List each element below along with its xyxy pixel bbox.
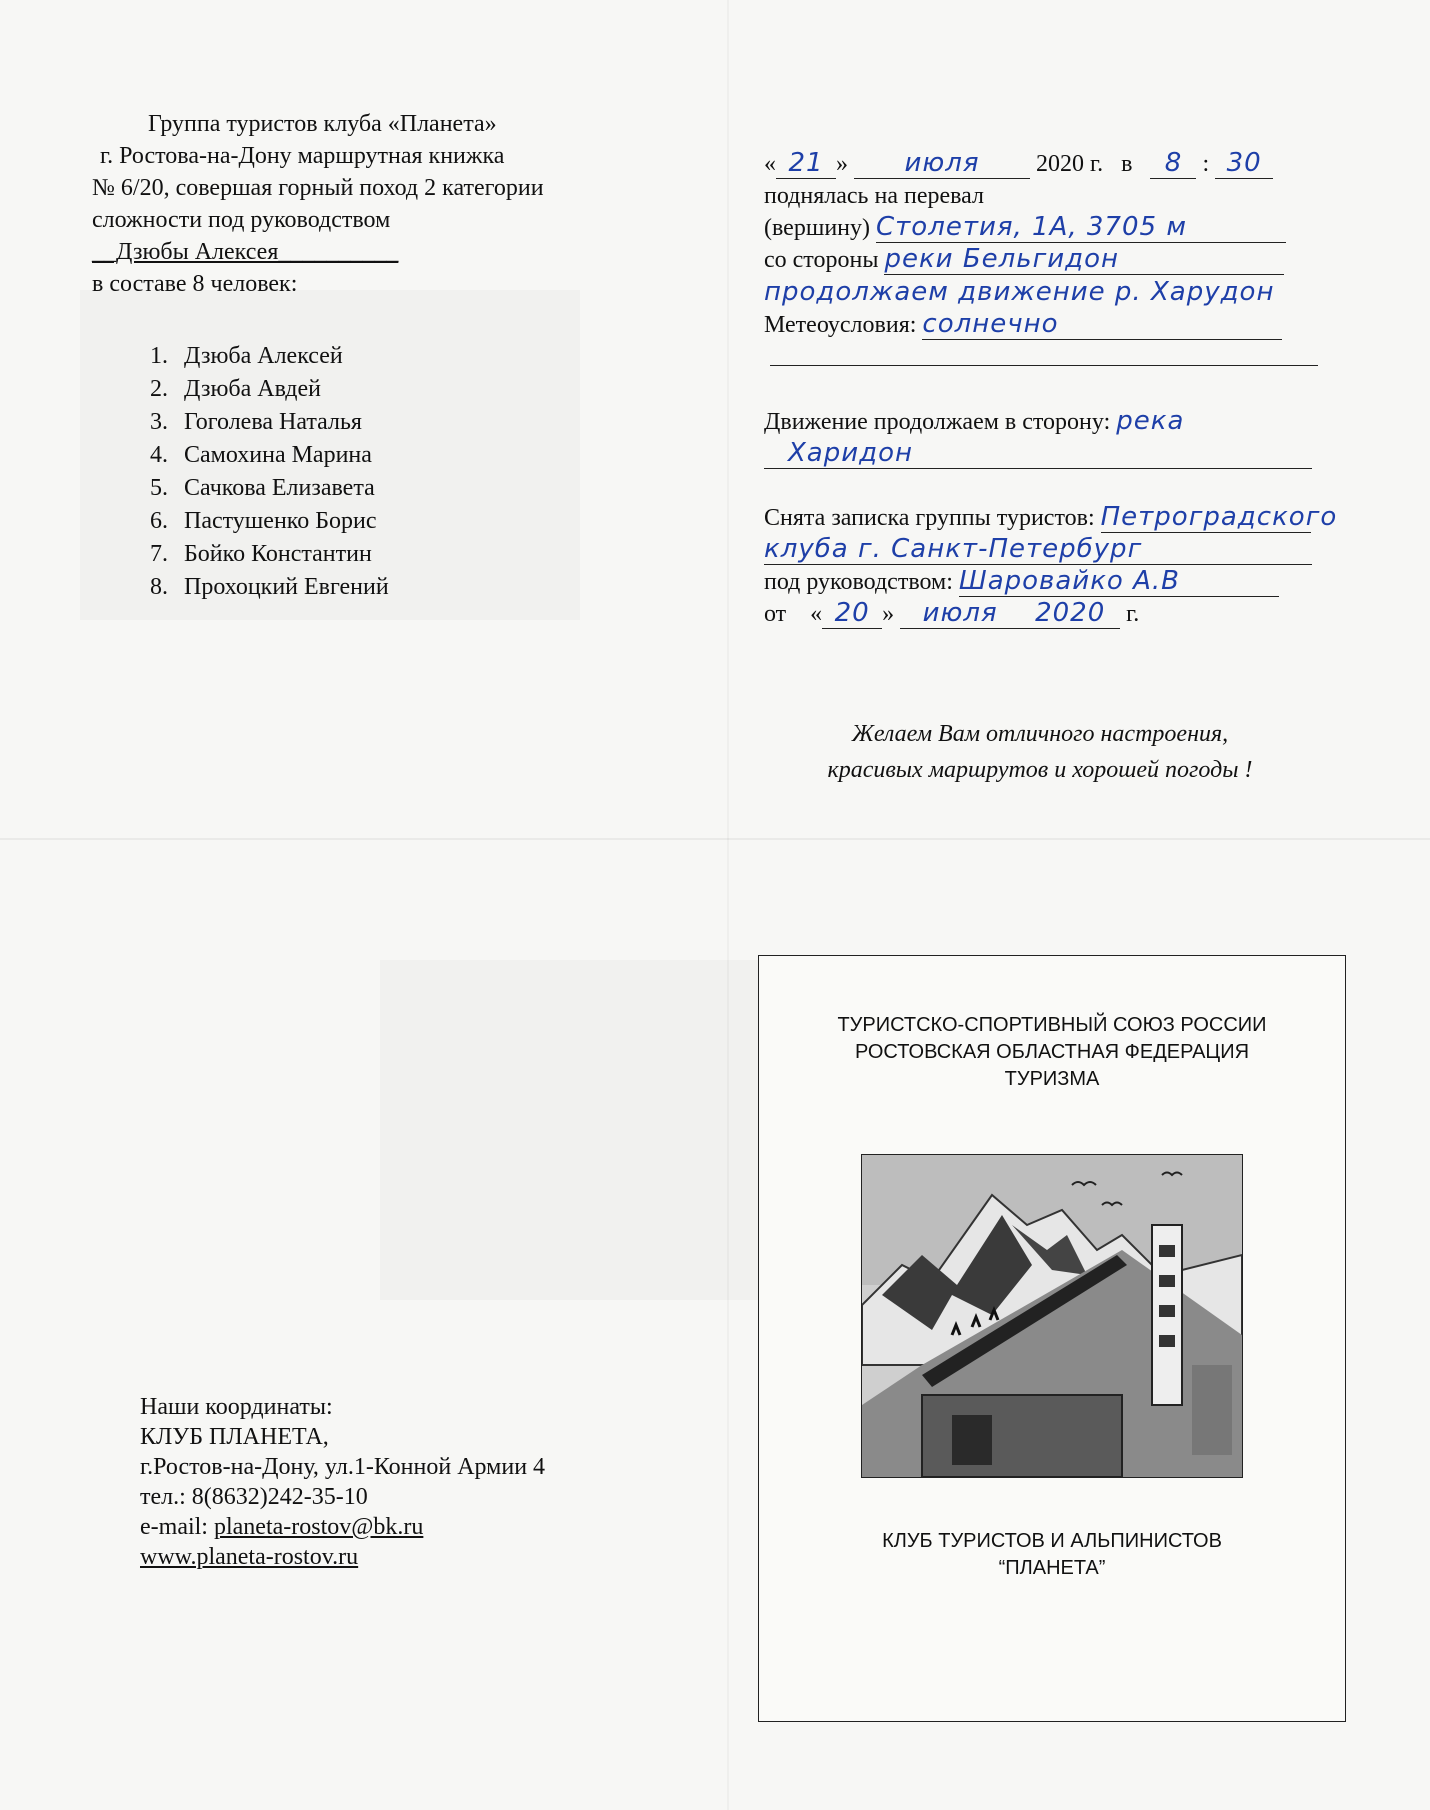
direction-label: Движение продолжаем в сторону: xyxy=(764,409,1111,435)
direction-row xyxy=(764,405,1324,438)
group-line: в составе 8 человек: xyxy=(92,271,298,297)
date-row xyxy=(764,148,1324,180)
cover-line: ТУРИСТСКО-СПОРТИВНЫЙ СОЮЗ РОССИИ xyxy=(837,1014,1267,1036)
booklet-cover xyxy=(758,955,1346,1722)
member-name: Пастушенко Борис xyxy=(184,508,377,534)
peak-row xyxy=(764,212,1324,244)
weather-label: Метеоусловия: xyxy=(764,312,917,338)
email-label: e-mail: xyxy=(140,1514,214,1540)
note-row-continued xyxy=(764,534,1324,566)
club-name: КЛУБ ПЛАНЕТА, xyxy=(140,1424,329,1450)
day-field: 21 xyxy=(776,148,836,179)
side-row-continued xyxy=(764,276,1324,309)
direction-row-continued xyxy=(764,438,1324,470)
list-item xyxy=(124,472,389,505)
bleed-through-shadow xyxy=(380,960,760,1300)
note-month-field: июля xyxy=(900,598,1020,629)
weather-field: солнечно xyxy=(922,309,1282,340)
group-line: г. Ростова-на-Дону маршрутная книжка xyxy=(100,143,505,169)
quote-mark: » xyxy=(882,601,895,627)
website-link[interactable]: www.planeta-rostov.ru xyxy=(140,1544,359,1570)
group-line: № 6/20, совершая горный поход 2 категории xyxy=(92,175,544,201)
quote-mark: « xyxy=(764,151,776,177)
note-label: Снята записка группы туристов: xyxy=(764,505,1095,531)
hour-field: 8 xyxy=(1150,148,1196,179)
member-name: Дзюба Алексей xyxy=(184,343,343,369)
wish-text xyxy=(760,716,1320,788)
club-email-row xyxy=(140,1512,545,1542)
cover-line: РОСТОВСКАЯ ОБЛАСТНАЯ ФЕДЕРАЦИЯ xyxy=(854,1041,1250,1063)
wish-line: красивых маршрутов и хорошей погоды ! xyxy=(827,757,1253,783)
leader-name: __Дзюбы Алексея__________ xyxy=(92,239,399,265)
list-item xyxy=(124,406,389,439)
note-row xyxy=(764,502,1338,534)
minute-field: 30 xyxy=(1215,148,1273,179)
list-item xyxy=(124,538,389,571)
direction-field-continued: Харидон xyxy=(764,438,1312,469)
peak-label: (вершину) xyxy=(764,215,870,241)
group-line: сложности под руководством xyxy=(92,207,391,233)
note-leader-label: под руководством: xyxy=(764,569,953,595)
side-field: реки Бельгидон xyxy=(884,244,1284,275)
side-field-continued: продолжаем движение р. Харудон xyxy=(764,277,1275,307)
quote-mark: » xyxy=(836,151,848,177)
note-leader-field: Шаровайко А.В xyxy=(959,566,1279,597)
cover-line: КЛУБ ТУРИСТОВ И АЛЬПИНИСТОВ xyxy=(882,1530,1222,1552)
note-field: Петроградского xyxy=(1100,502,1338,532)
club-address: г.Ростов-на-Дону, ул.1-Конной Армии 4 xyxy=(140,1454,546,1480)
peak-field: Столетия, 1А, 3705 м xyxy=(876,212,1286,243)
form-label: поднялась на перевал xyxy=(764,183,984,209)
club-title xyxy=(759,1528,1345,1582)
federation-header xyxy=(759,1012,1345,1093)
group-line: Группа туристов клуба «Планета» xyxy=(148,111,497,137)
blank-line-row xyxy=(764,341,1324,373)
note-date-row xyxy=(764,598,1324,630)
email-link[interactable]: planeta-rostov@bk.ru xyxy=(213,1514,424,1540)
member-number: 2. xyxy=(150,376,168,402)
pass-form xyxy=(764,148,1338,630)
member-number: 3. xyxy=(150,409,168,435)
list-item xyxy=(124,439,389,472)
mountain-club-illustration xyxy=(861,1154,1243,1478)
member-name: Дзюба Авдей xyxy=(184,376,322,402)
member-number: 4. xyxy=(150,442,168,468)
member-name: Гоголева Наталья xyxy=(184,409,362,435)
contacts-title: Наши координаты: xyxy=(140,1394,333,1420)
group-info xyxy=(92,108,672,300)
direction-field: река xyxy=(1116,406,1185,436)
list-item xyxy=(124,340,389,373)
month-field: июля xyxy=(854,148,1030,179)
list-item xyxy=(124,373,389,406)
blank-line xyxy=(770,365,1318,366)
fold-line xyxy=(727,0,729,1810)
note-day-field: 20 xyxy=(822,598,882,629)
year-label: 2020 г. xyxy=(1036,151,1104,177)
member-number: 6. xyxy=(150,508,168,534)
note-year-field: 2020 xyxy=(1020,598,1120,629)
weather-row xyxy=(764,309,1324,341)
list-item xyxy=(124,505,389,538)
club-phone: тел.: 8(8632)242-35-10 xyxy=(140,1484,368,1510)
note-field-continued: клуба г. Санкт-Петербург xyxy=(764,534,1312,565)
wish-line: Желаем Вам отличного настроения, xyxy=(851,721,1229,747)
side-row xyxy=(764,244,1324,276)
list-item xyxy=(124,571,389,604)
member-name: Бойко Константин xyxy=(184,541,372,567)
side-label: со стороны xyxy=(764,247,879,273)
note-leader-row xyxy=(764,566,1324,598)
cover-line: “ПЛАНЕТА” xyxy=(998,1557,1106,1579)
mountain-illustration-svg xyxy=(862,1155,1242,1477)
fold-line xyxy=(0,838,1430,840)
at-label: в xyxy=(1121,151,1133,177)
member-number: 8. xyxy=(150,574,168,600)
member-number: 7. xyxy=(150,541,168,567)
club-contacts xyxy=(140,1392,545,1572)
cover-line: ТУРИЗМА xyxy=(1004,1068,1100,1090)
member-name: Сачкова Елизавета xyxy=(184,475,375,501)
member-number: 1. xyxy=(150,343,168,369)
member-list xyxy=(124,340,389,604)
member-name: Самохина Марина xyxy=(184,442,372,468)
member-number: 5. xyxy=(150,475,168,501)
time-colon: : xyxy=(1202,151,1210,177)
quote-mark: « xyxy=(810,601,823,627)
year-suffix: г. xyxy=(1126,601,1140,627)
from-label: от xyxy=(764,601,787,627)
member-name: Прохоцкий Евгений xyxy=(184,574,389,600)
